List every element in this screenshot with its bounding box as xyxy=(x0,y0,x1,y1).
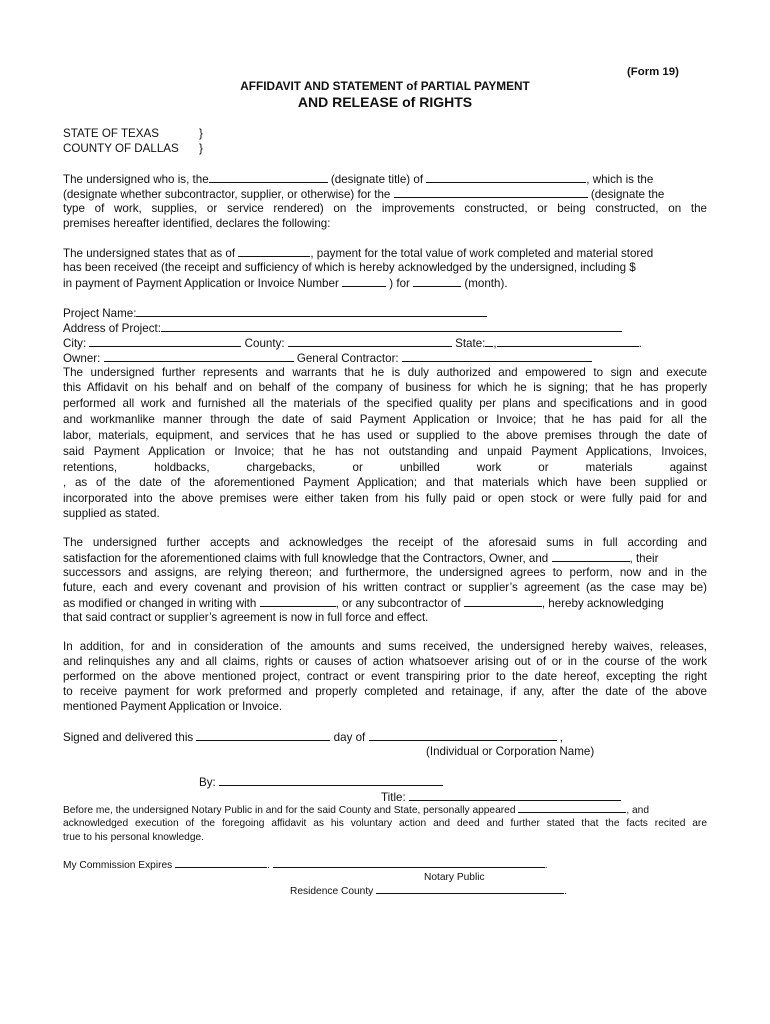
para5-line: mentioned Payment Application or Invoice. xyxy=(63,700,283,713)
signed-day-blank[interactable] xyxy=(196,729,330,741)
appeared-name-blank[interactable] xyxy=(518,803,626,813)
para3-line: and workmanlike manner through the date of said Payment Application or Invoice; that he has paid for all the xyxy=(63,413,707,426)
para3-line: retentions, holdbacks, chargebacks, or unbilled work or materials against xyxy=(63,461,707,474)
document-subtitle: AND RELEASE of RIGHTS xyxy=(297,94,473,110)
para3-line: supplied as stated. xyxy=(63,507,160,520)
modified-with-blank[interactable] xyxy=(260,595,336,607)
notary-signature-blank[interactable] xyxy=(273,858,545,868)
work-type-blank[interactable] xyxy=(394,186,588,198)
venue-state: STATE OF TEXAS } xyxy=(63,127,203,140)
name-caption: (Individual or Corporation Name) xyxy=(426,745,595,758)
by-signature-blank[interactable] xyxy=(219,774,443,786)
para1-line: (designate whether subcontractor, supplier, or otherwise) for the (designate the xyxy=(63,188,665,201)
project-name-blank[interactable] xyxy=(136,305,487,317)
notary-line: Before me, the undersigned Notary Public in and for the said County and State, personally appeared , and xyxy=(63,805,650,816)
as-of-date-blank[interactable] xyxy=(238,245,310,257)
commission-row: My Commission Expires . . xyxy=(63,860,548,871)
signed-delivered-row: Signed and delivered this day of , xyxy=(63,731,563,744)
owner-blank[interactable] xyxy=(104,350,294,362)
para4-line: satisfaction for the aforementioned claims with full knowledge that the Contractors, Owner, and , their xyxy=(63,552,659,565)
project-address-row: Address of Project: xyxy=(63,320,707,336)
signer-title-blank[interactable] xyxy=(409,789,621,801)
para1-line: The undersigned who is, the (designate title) of , which is the xyxy=(63,173,654,186)
para3-line: performed all work and furnished all the materials of the specified quality per plans and specifications and in good xyxy=(63,397,707,410)
para5-line: In addition, for and in consideration of the amounts and sums received, the undersigned hereby waives, releases, xyxy=(63,640,707,653)
party-blank[interactable] xyxy=(552,550,630,562)
signed-month-blank[interactable] xyxy=(369,729,557,741)
notary-public-caption: Notary Public xyxy=(424,872,485,883)
document-title: AFFIDAVIT AND STATEMENT of PARTIAL PAYMENT xyxy=(240,79,530,93)
state-blank[interactable] xyxy=(497,335,639,347)
para5-line: performed on the above mentioned project, contract or event transpiring prior to the date hereof, excepting the right xyxy=(63,670,707,683)
para3-line: this Affidavit on his behalf and on behalf of the company of business for which he is signing; that he has properly xyxy=(63,381,707,394)
form-number: (Form 19) xyxy=(627,66,679,78)
project-name-row: Project Name: xyxy=(63,305,707,321)
para4-line: as modified or changed in writing with , or any subcontractor of , hereby acknowledging xyxy=(63,597,664,610)
title-row: Title: xyxy=(381,789,641,805)
para3-line: labor, materials, equipment, and services that he has used or supplied to the above premises through the date of xyxy=(63,429,707,442)
para2-line: in payment of Payment Application or Invoice Number ) for (month). xyxy=(63,277,508,290)
para3-line: , as of the date of the aforementioned Payment Application; and that materials which have been supplied or xyxy=(63,476,707,489)
project-owner-row: Owner: General Contractor: xyxy=(63,350,707,366)
general-contractor-blank[interactable] xyxy=(402,350,592,362)
para5-line: and relinquishes any and all claims, rights or causes of action whatsoever arising out of or in the course of the work xyxy=(63,655,707,668)
month-blank[interactable] xyxy=(413,275,461,287)
city-blank[interactable] xyxy=(89,335,241,347)
para3-line: The undersigned further represents and warrants that he is duly authorized and empowered to sign and execute xyxy=(63,366,707,379)
para2-line: has been received (the receipt and sufficiency of which is hereby acknowledged by the undersigned, including $ xyxy=(63,261,636,274)
para4-line: future, each and every covenant and provision of his written contract or supplier’s agreement (as the case may be) xyxy=(63,581,707,594)
venue-brace: } xyxy=(199,142,203,155)
para3-line: said Payment Application or Invoice; that he has not outstanding and unpaid Payment Applications, Invoices, xyxy=(63,445,707,458)
para4-line: The undersigned further accepts and acknowledges the receipt of the aforesaid sums in full according and xyxy=(63,536,707,549)
para1-line: premises hereafter identified, declares the following: xyxy=(63,217,331,230)
project-city-row: City: County: State: , . xyxy=(63,337,642,350)
by-row: By: xyxy=(199,774,459,790)
invoice-number-blank[interactable] xyxy=(342,275,386,287)
para5-line: to receive payment for work preformed and properly completed and retainage, if any, after the date of the above xyxy=(63,685,707,698)
subcontractor-of-blank[interactable] xyxy=(464,595,542,607)
commission-date-blank[interactable] xyxy=(175,858,267,868)
para1-line: type of work, supplies, or service rendered) on the improvements constructed, or being constructed, on the xyxy=(63,202,707,215)
para4-line: successors and assigns, are relying thereon; and furthermore, the undersigned agrees to perform, now and in the xyxy=(63,566,707,579)
notary-line: true to his personal knowledge. xyxy=(63,832,205,843)
venue-brace: } xyxy=(199,127,203,140)
notary-line: acknowledged execution of the foregoing affidavit as his voluntary action and deed and further stated that the facts recited are xyxy=(63,818,707,829)
venue-county: COUNTY OF DALLAS } xyxy=(63,142,203,155)
residence-row: Residence County . xyxy=(290,886,567,897)
para2-line: The undersigned states that as of , payment for the total value of work completed and material stored xyxy=(63,247,654,260)
county-blank[interactable] xyxy=(288,335,452,347)
company-blank[interactable] xyxy=(426,171,586,183)
residence-county-blank[interactable] xyxy=(376,884,564,894)
para3-line: incorporated into the above premises were either taken from his fully paid or open stock or were fully paid for and xyxy=(63,492,707,505)
title-blank[interactable] xyxy=(209,171,328,183)
project-address-blank[interactable] xyxy=(161,320,622,332)
para4-line: that said contract or supplier’s agreement is now in full force and effect. xyxy=(63,611,429,624)
